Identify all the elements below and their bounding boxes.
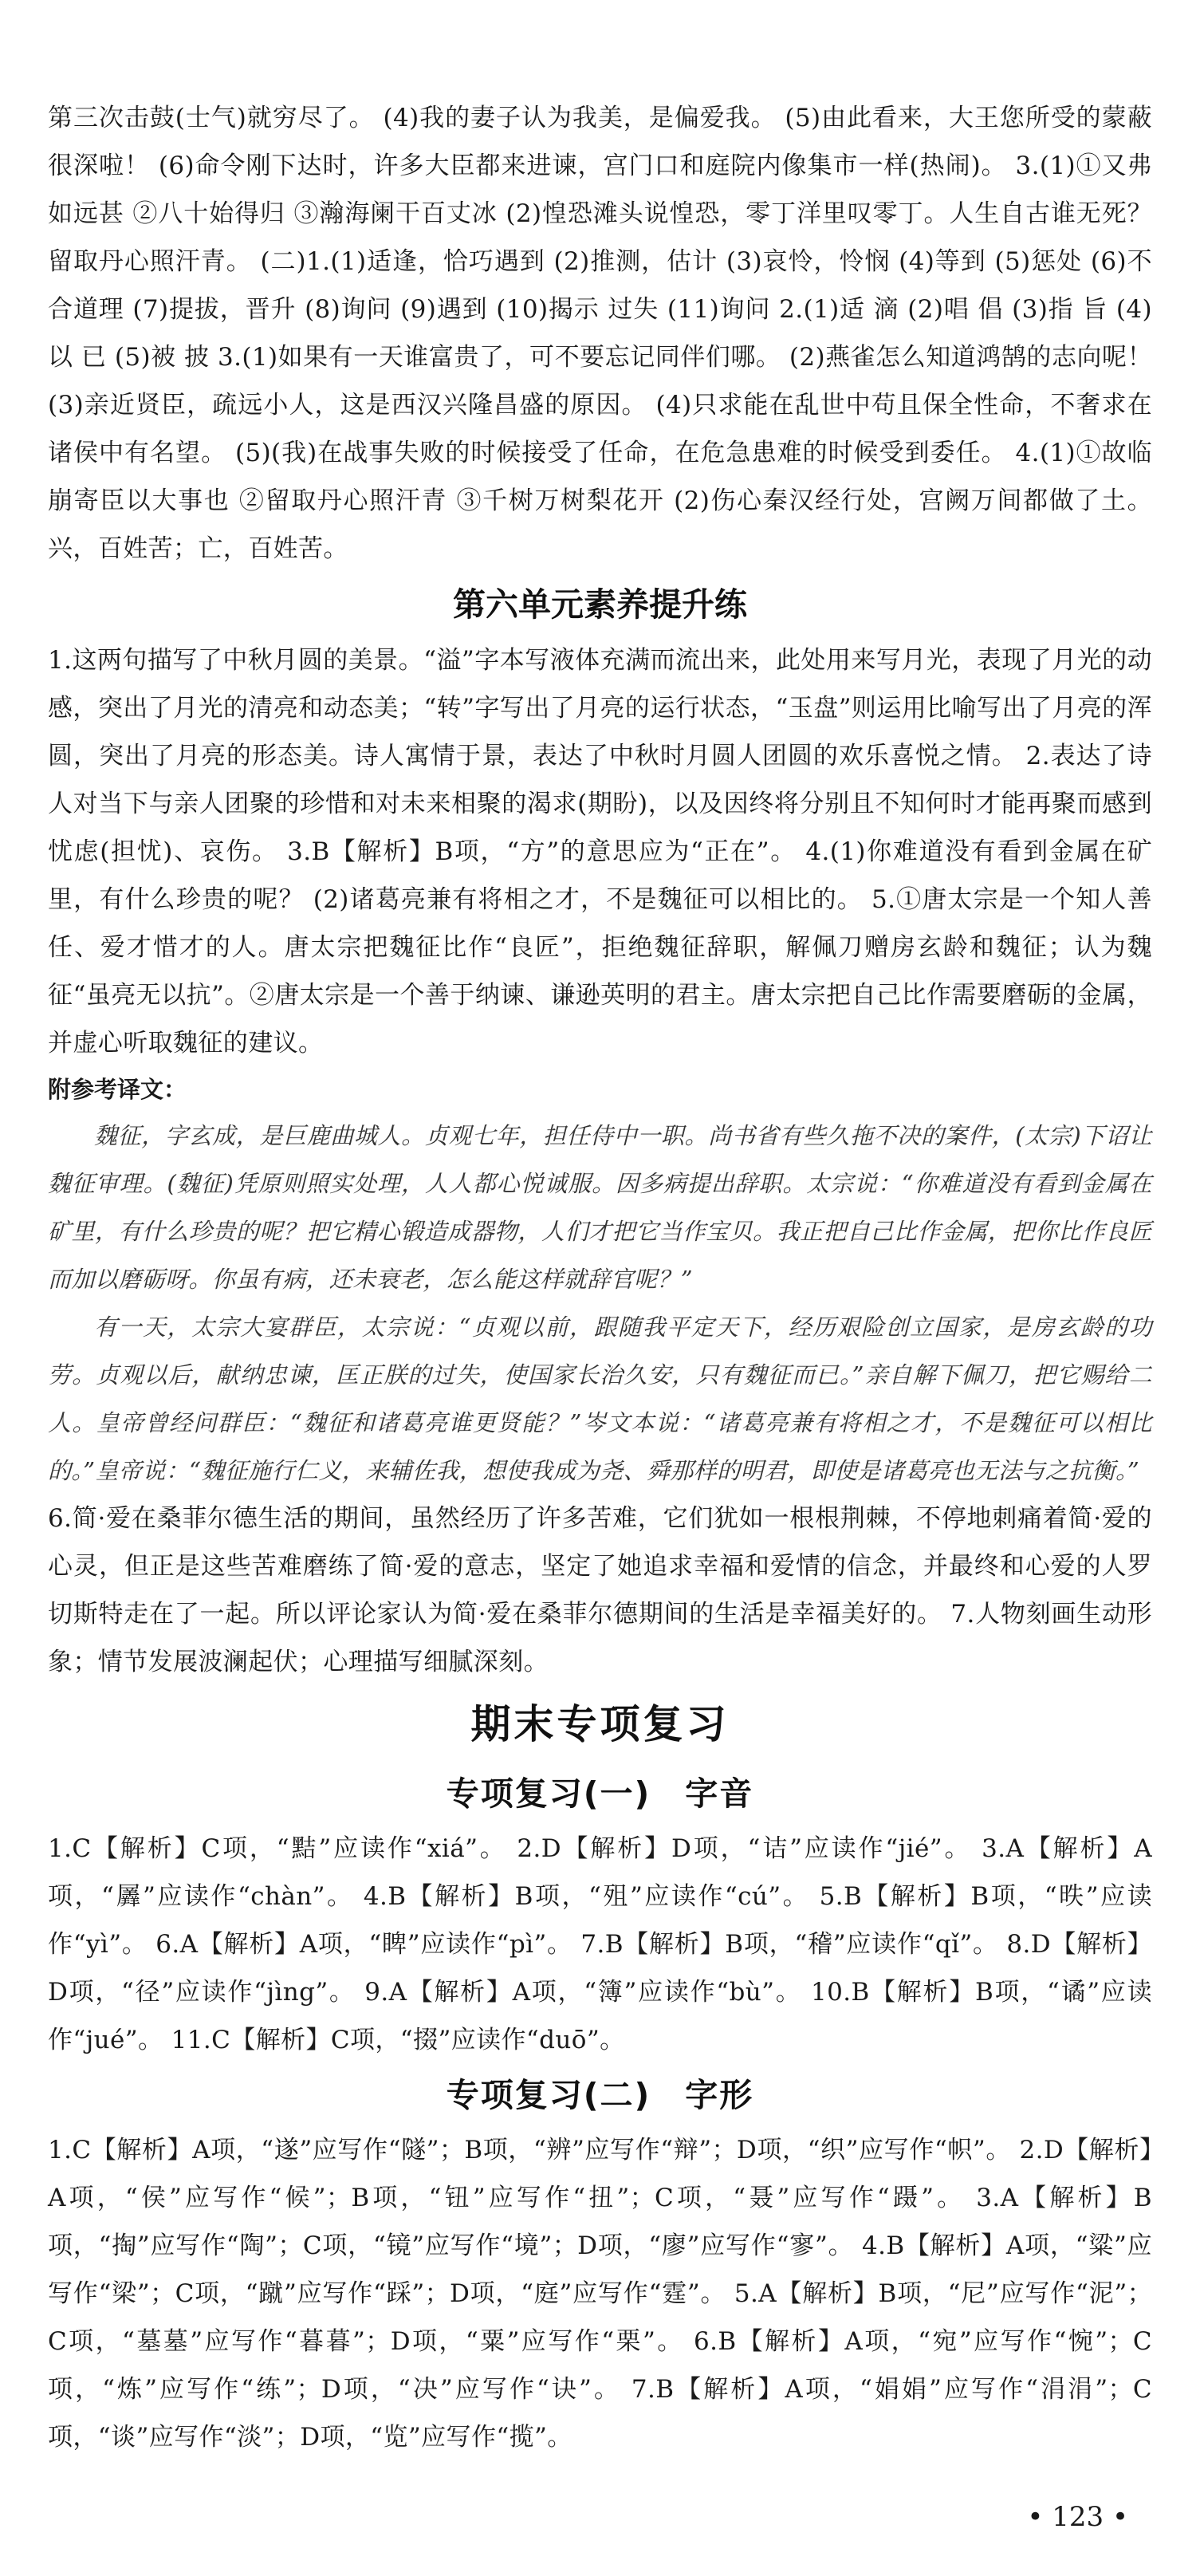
- translation-paragraph-1: 魏征，字玄成，是巨鹿曲城人。贞观七年，担任侍中一职。尚书省有些久拖不决的案件，(太宗)下诏让魏征审理。(魏征)凭原则照实处理，人人都心悦诚服。因多病提出辞职。太宗说：“你难道没有看到金属在矿里，有什么珍贵的呢？把它精心锻造成器物，人们才把它当作宝贝。我正把自己比作金属，把你比作良匠而加以磨砺呀。你虽有病，还未衰老，怎么能这样就辞官呢？”: [48, 1122, 1152, 1293]
- answer-paragraph-unit6: 1.这两句描写了中秋月圆的美景。“溢”字本写液体充满而流出来，此处用来写月光，表现了月光的动感，突出了月光的清亮和动态美；“转”字写出了月亮的运行状态，“玉盘”则运用比喻写出了月亮的浑圆，突出了月亮的形态美。诗人寓情于景，表达了中秋时月圆人团圆的欢乐喜悦之情。 2.表达了诗人对当下与亲人团聚的珍惜和对未来相聚的渴求(期盼)，以及因终将分别且不知何时才能再聚而感到忧虑(担忧)、哀伤。 3.B【解析】B项，“方”的意思应为“正在”。 4.(1)你难道没有看到金属在矿里，有什么珍贵的呢？ (2)诸葛亮兼有将相之才，不是魏征可以相比的。 5.①唐太宗是一个知人善任、爱才惜才的人。唐太宗把魏征比作“良匠”，拒绝魏征辞职，解佩刀赠房玄龄和魏征；认为魏征“虽亮无以抗”。②唐太宗是一个善于纳谏、谦逊英明的君主。唐太宗把自己比作需要磨砺的金属，并虚心听取魏征的建议。: [48, 646, 1152, 1058]
- final-review-title: 期末专项复习: [470, 1701, 730, 1747]
- translation-paragraph-2: 有一天，太宗大宴群臣，太宗说：“贞观以前，跟随我平定天下，经历艰险创立国家，是房玄龄的功劳。贞观以后，献纳忠谏，匡正朕的过失，使国家长治久安，只有魏征而已。”亲自解下佩刀，把它赐给二人。皇帝曾经问群臣：“魏征和诸葛亮谁更贤能？”岑文本说：“诸葛亮兼有将相之才，不是魏征可以相比的。”皇帝说：“魏征施行仁义，来辅佐我，想使我成为尧、舜那样的明君，即使是诸葛亮也无法与之抗衡。”: [48, 1314, 1152, 1484]
- answer-paragraph-unit6-q6: 6.简·爱在桑菲尔德生活的期间，虽然经历了许多苦难，它们犹如一根根荆棘，不停地刺痛着简·爱的心灵，但正是这些苦难磨练了简·爱的意志，坚定了她追求幸福和爱情的信念，并最终和心爱的人罗切斯特走在了一起。所以评论家认为简·爱在桑菲尔德期间的生活是幸福美好的。 7.人物刻画生动形象；情节发展波澜起伏；心理描写细腻深刻。: [48, 1504, 1152, 1676]
- unit6-section-title: 第六单元素养提升练: [453, 585, 747, 624]
- answer-paragraph-unit5-end: 第三次击鼓(士气)就穷尽了。 (4)我的妻子认为我美，是偏爱我。 (5)由此看来，大王您所受的蒙蔽很深啦！ (6)命令刚下达时，许多大臣都来进谏，宫门口和庭院内像集市一样(热闹)。 3.(1)①又弗如远甚 ②八十始得归 ③瀚海阑干百丈冰 (2)惶恐滩头说惶恐，零丁洋里叹零丁。人生自古谁无死？留取丹心照汗青。 (二)1.(1)适逢，恰巧遇到 (2)推测，估计 (3)哀怜，怜悯 (4)等到 (5)惩处 (6)不合道理 (7)提拔，晋升 (8)询问 (9)遇到 (10)揭示 过失 (11)询问 2.(1)适 滴 (2)唱 倡 (3)指 旨 (4)以 已 (5)被 披 3.(1)如果有一天谁富贵了，可不要忘记同伴们哪。 (2)燕雀怎么知道鸿鹄的志向呢！ (3)亲近贤臣，疏远小人，这是西汉兴隆昌盛的原因。 (4)只求能在乱世中苟且保全性命，不奢求在诸侯中有名望。 (5)(我)在战事失败的时候接受了任命，在危急患难的时候受到委任。 4.(1)①故临崩寄臣以大事也 ②留取丹心照汗青 ③千树万树梨花开 (2)伤心秦汉经行处，宫阙万间都做了土。兴，百姓苦；亡，百姓苦。: [48, 104, 1152, 563]
- answer-paragraph-pronunciation: 1.C【解析】C项，“黠”应读作“xiá”。 2.D【解析】D项，“诘”应读作“jié”。 3.A【解析】A项，“羼”应读作“chàn”。 4.B【解析】B项，“殂”应读作“cú”。 5.B【解析】B项，“昳”应读作“yì”。 6.A【解析】A项，“睥”应读作“pì”。 7.B【解析】B项，“稽”应读作“qǐ”。 8.D【解析】D项，“径”应读作“jìng”。 9.A【解析】A项，“簿”应读作“bù”。 10.B【解析】B项，“谲”应读作“jué”。 11.C【解析】C项，“掇”应读作“duō”。: [48, 1834, 1152, 2054]
- answer-page: [48, 94, 1152, 2461]
- special-review-2-title: 专项复习(二) 字形: [446, 2076, 754, 2114]
- answer-paragraph-characters: 1.C【解析】A项，“遂”应写作“隧”；B项，“辨”应写作“辩”；D项，“织”应写作“帜”。 2.D【解析】A项，“侯”应写作“候”；B项，“钮”应写作“扭”；C项，“聂”应写作“蹑”。 3.A【解析】B项，“掏”应写作“陶”；C项，“镜”应写作“境”；D项，“廖”应写作“寥”。 4.B【解析】A项，“粱”应写作“梁”；C项，“蹴”应写作“踩”；D项，“庭”应写作“霆”。 5.A【解析】B项，“尼”应写作“泥”；C项，“墓墓”应写作“暮暮”；D项，“粟”应写作“栗”。 6.B【解析】A项，“宛”应写作“惋”；C项，“炼”应写作“练”；D项，“决”应写作“诀”。 7.B【解析】A项，“娟娟”应写作“涓涓”；C项，“谈”应写作“淡”；D项，“览”应写作“揽”。: [48, 2136, 1152, 2452]
- reference-translation-label: 附参考译文：: [48, 1076, 187, 1103]
- special-review-1-title: 专项复习(一) 字音: [446, 1774, 754, 1813]
- page-number: • 123 •: [1027, 2501, 1128, 2533]
